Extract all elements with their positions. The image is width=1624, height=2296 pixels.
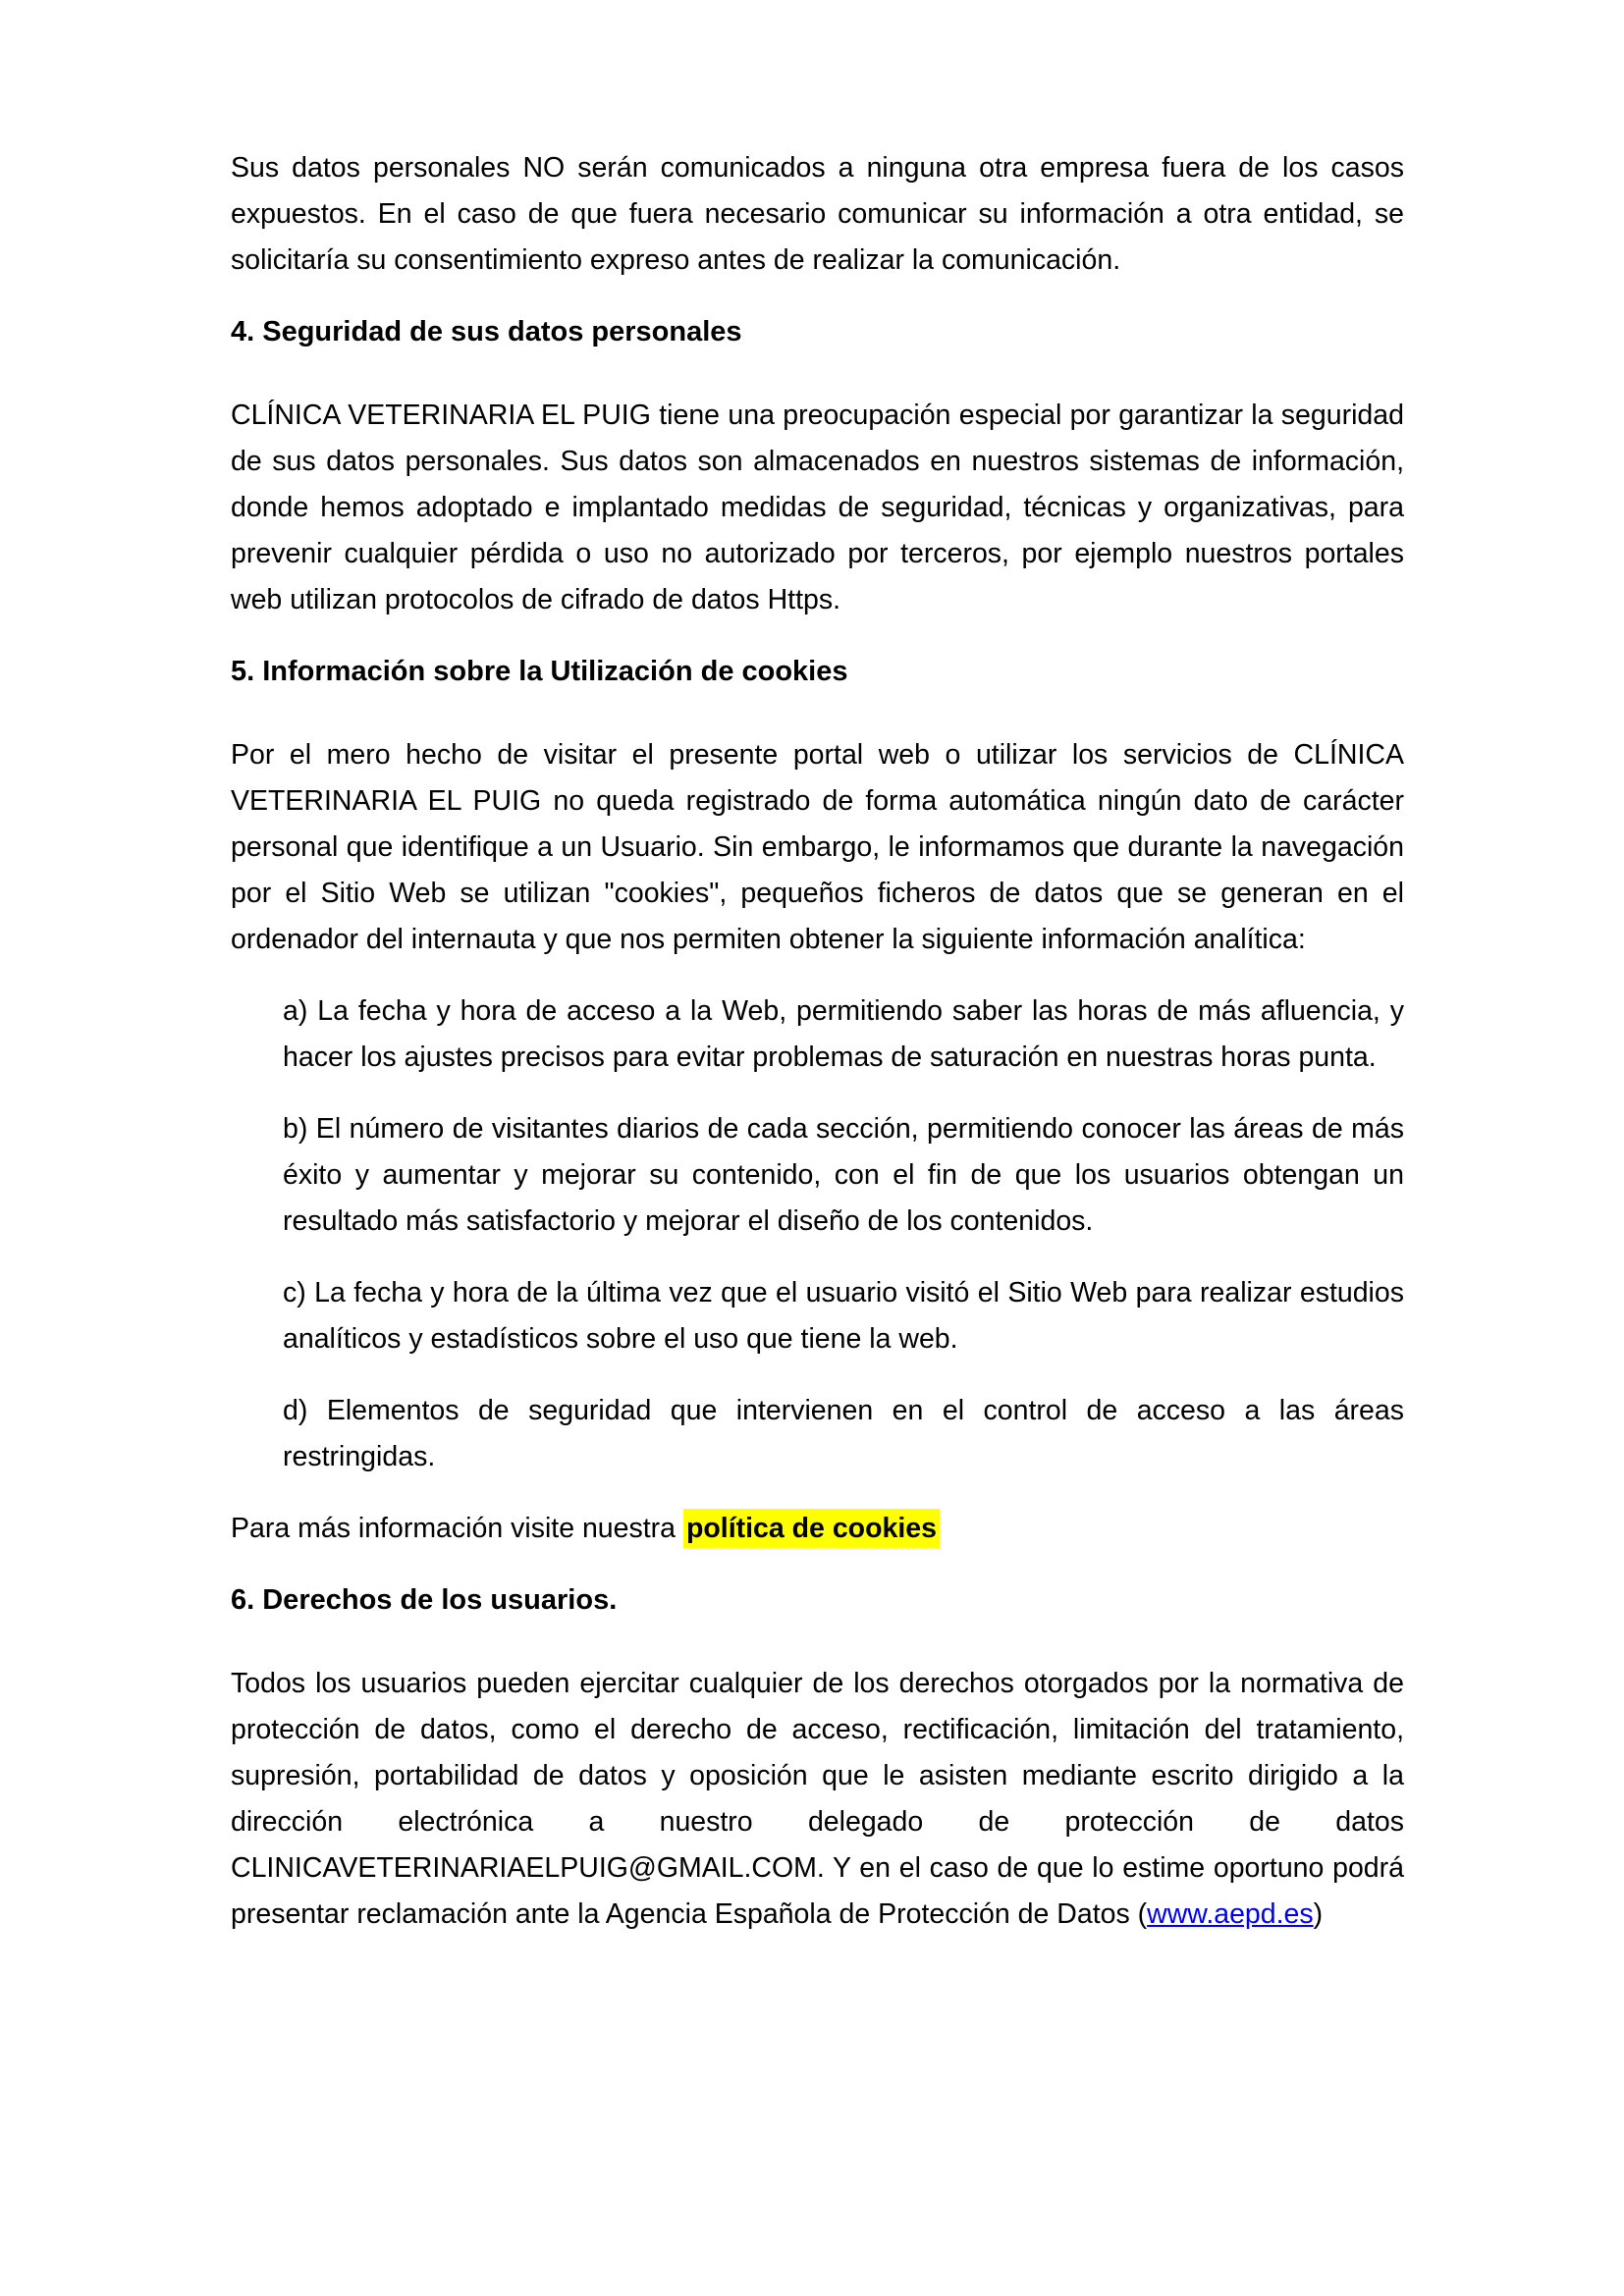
cookie-info-item-a: a) La fecha y hora de acceso a la Web, permitiendo saber las horas de más afluencia, y hacer los ajustes precisos para evitar problemas de saturación en nuestras horas punta. [283, 995, 1404, 1073]
section4-paragraph: CLÍNICA VETERINARIA EL PUIG tiene una preocupación especial por garantizar la seguridad de sus datos personales. Sus datos son almacenados en nuestros sistemas de información, donde hemos adoptado e implantado medidas de seguridad, técnicas y organizativas, para prevenir cualquier pérdida o uso no autorizado por terceros, por ejemplo nuestros portales web utilizan protocolos de cifrado de datos Https. [231, 400, 1404, 615]
cookie-info-item-c: c) La fecha y hora de la última vez que el usuario visitó el Sitio Web para realizar estudios analíticos y estadísticos sobre el uso que tiene la web. [283, 1277, 1404, 1355]
cookies-policy-highlight[interactable]: política de cookies [683, 1509, 940, 1548]
cookie-info-item-d: d) Elementos de seguridad que intervienen en el control de acceso a las áreas restringidas. [283, 1395, 1404, 1472]
section6-heading: 6. Derechos de los usuarios. [231, 1584, 618, 1616]
cookies-note-text: Para más información visite nuestra [231, 1513, 683, 1544]
section6-paragraph [231, 1661, 1404, 1938]
aepd-link[interactable]: www.aepd.es [1147, 1898, 1314, 1930]
section5-paragraph: Por el mero hecho de visitar el presente portal web o utilizar los servicios de CLÍNICA VETERINARIA EL PUIG no queda registrado de forma automática ningún dato de carácter personal que identifique a un Usuario. Sin embargo, le informamos que durante la navegación por el Sitio Web se utilizan "cookies", pequeños ficheros de datos que se generan en el ordenador del internauta y que nos permiten obtener la siguiente información analítica: [231, 739, 1404, 955]
section4-heading: 4. Seguridad de sus datos personales [231, 316, 742, 347]
cookie-info-item-b: b) El número de visitantes diarios de cada sección, permitiendo conocer las áreas de más éxito y aumentar y mejorar su contenido, con el fin de que los usuarios obtengan un resultado más satisfactorio y mejorar el diseño de los contenidos. [283, 1113, 1404, 1237]
intro-paragraph: Sus datos personales NO serán comunicados a ninguna otra empresa fuera de los casos expuestos. En el caso de que fuera necesario comunicar su información a otra entidad, se solicitaría su consentimiento expreso antes de realizar la comunicación. [231, 152, 1404, 276]
section6-text-after-link: ) [1313, 1898, 1324, 1930]
section5-heading: 5. Información sobre la Utilización de cookies [231, 656, 848, 687]
cookies-note [231, 1506, 1404, 1552]
section6-text-before-link: Todos los usuarios pueden ejercitar cualquier de los derechos otorgados por la normativa de protección de datos, como el derecho de acceso, rectificación, limitación del tratamiento, supresión, portabilidad de datos y oposición que le asisten mediante escrito dirigido a la dirección electrónica a nuestro delegado de protección de datos CLINICAVETERINARIAELPUIG@GMAIL.COM. Y en el caso de que lo estime oportuno podrá presentar reclamación ante la Agencia Española de Protección de Datos ( [231, 1668, 1404, 1930]
